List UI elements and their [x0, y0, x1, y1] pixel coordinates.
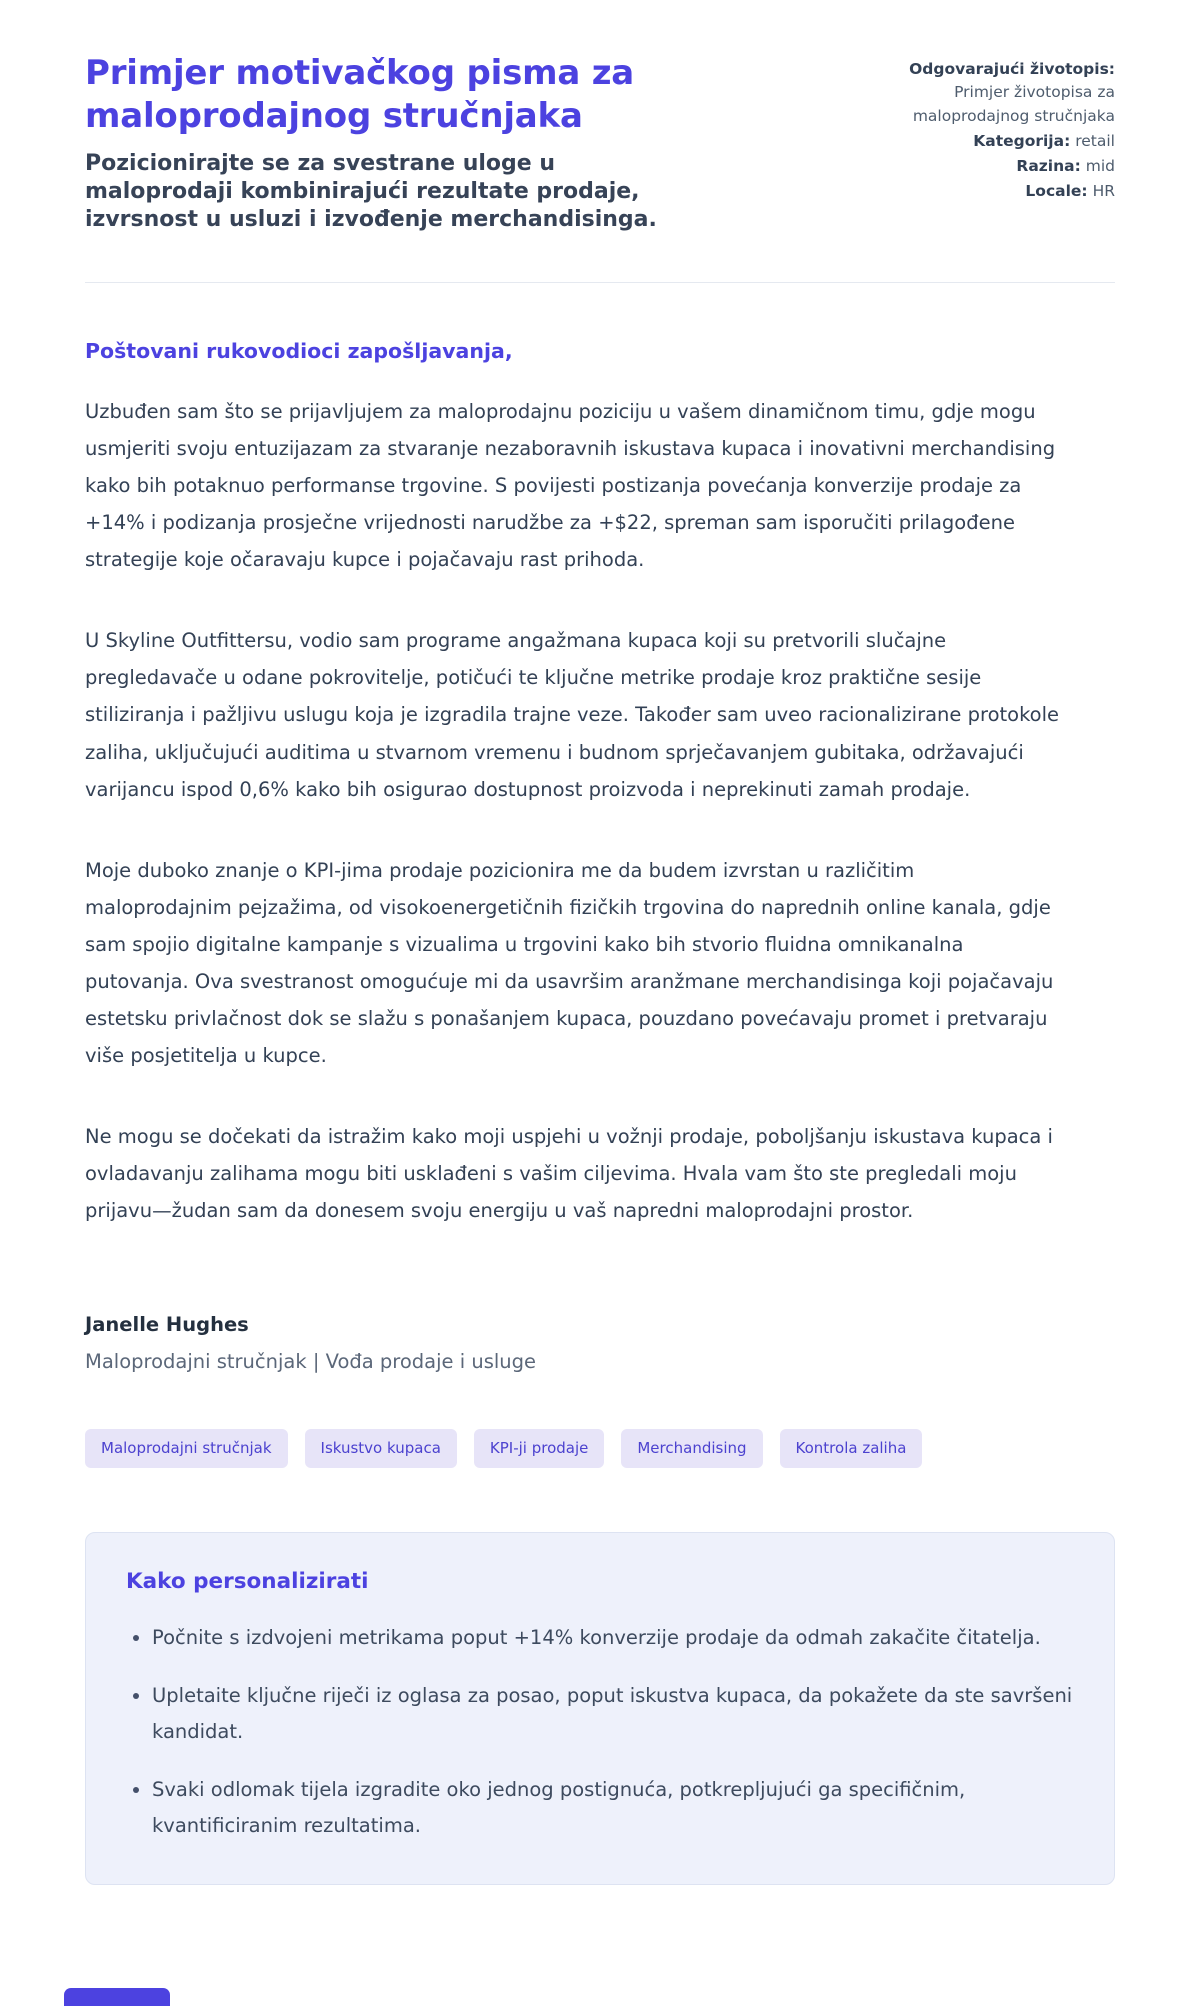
meta-category-value: retail — [1075, 131, 1115, 150]
tag-chip-merchandising: Merchandising — [621, 1429, 762, 1468]
tag-chip-inventory-control: Kontrola zaliha — [780, 1429, 923, 1468]
tips-title: Kako personalizirati — [126, 1569, 369, 1595]
meta-locale-value: HR — [1092, 182, 1115, 201]
tip-item-1: • Počnite s izdvojeni metrikama poput +14% konverzije prodaje da odmah zakačite čitatelja. — [152, 1620, 1074, 1656]
letter-greeting: Poštovani rukovodioci zapošljavanja, — [85, 339, 513, 364]
tip-item-2: • Upletaite ključne riječi iz oglasa za posao, poput iskustva kupaca, da pokažete da ste savršeni kandidat. — [152, 1678, 1074, 1750]
letter-body — [85, 339, 1065, 1373]
header-title-block — [85, 52, 705, 234]
page-title: Primjer motivačkog pisma za maloprodajnog stručnjaka — [85, 53, 635, 136]
page-subtitle: Pozicionirajte se za svestrane uloge u maloprodaji kombinirajući rezultate prodaje, izvrsnost u usluzi i izvođenje merchandisinga. — [85, 150, 657, 232]
signature-name: Janelle Hughes — [85, 1313, 249, 1337]
meta-matching-resume-label: Odgovarajući životopis: — [909, 60, 1115, 78]
letter-paragraph-4: Ne mogu se dočekati da istražim kako moji uspjehi u vožnji prodaje, poboljšanju iskustava kupaca i ovladavanju zalihama mogu biti usklađeni s vašim ciljevima. Hvala vam što ste pregledali moju prijavu—žudan sam da donesem svoju energiju u vaš napredni maloprodajni prostor. — [85, 1124, 1053, 1222]
meta-locale-label: Locale: — [1025, 182, 1088, 201]
meta-level-label: Razina: — [1016, 157, 1081, 175]
tips-box — [85, 1532, 1115, 1885]
meta-level-value: mid — [1085, 157, 1115, 175]
letter-paragraph-2: U Skyline Outfittersu, vodio sam programe angažmana kupaca koji su pretvorili slučajne pregledavače u odane pokrovitelje, potičući te ključne metrike prodaje kroz praktične sesije stiliziranja i pažljivu uslugu koja je izgradila trajne veze. Također sam uveo racionalizirane protokole zaliha, uključujući auditima u stvarnom vremenu i budnom sprječavanjem gubitaka, održavajući varijancu ispod 0,6% kako bih osigurao dostupnost proizvoda i neprekinuti zamah prodaje. — [85, 629, 1060, 801]
letter-paragraph-3: Moje duboko znanje o KPI-jima prodaje pozicionira me da budem izvrstan u različitim maloprodajnim pejzažima, od visokoenergetičnih fizičkih trgovina do naprednih online kanala, gdje sam spojio digitalne kampanje s vizualima u trgovini kako bih stvorio fluidna omnikanalna putovanja. Ova svestranost omogućuje mi da usavršim aranžmane merchandisinga koji pojačavaju estetsku privlačnost dok se slažu s ponašanjem kupaca, pouzdano povećavaju promet i pretvaraju više posjetitelja u kupce. — [85, 858, 1054, 1067]
bottom-cutoff-button[interactable] — [64, 1988, 170, 2006]
meta-category — [863, 130, 1115, 153]
tag-list — [85, 1429, 1115, 1468]
meta-block — [863, 52, 1115, 204]
tag-chip-sales-kpis: KPI-ji prodaje — [474, 1429, 604, 1468]
tag-chip-customer-experience: Iskustvo kupaca — [305, 1429, 457, 1468]
tips-list — [126, 1620, 1074, 1844]
meta-locale — [863, 180, 1115, 203]
header-divider — [85, 282, 1115, 283]
tag-chip-retail-specialist: Maloprodajni stručnjak — [85, 1429, 288, 1468]
meta-matching-resume-value: Primjer životopisa za maloprodajnog stručnjaka — [912, 83, 1115, 125]
meta-category-label: Kategorija: — [973, 131, 1071, 150]
meta-matching-resume — [863, 58, 1115, 128]
meta-level — [863, 155, 1115, 178]
signature-role: Maloprodajni stručnjak | Vođa prodaje i usluge — [85, 1350, 537, 1374]
page-header — [85, 52, 1115, 234]
tip-item-3: • Svaki odlomak tijela izgradite oko jednog postignuća, potkrepljujući ga specifičnim, kvantificiranim rezultatima. — [152, 1772, 1074, 1844]
letter-paragraph-1: Uzbuđen sam što se prijavljujem za maloprodajnu poziciju u vašem dinamičnom timu, gdje mogu usmjeriti svoju entuzijazam za stvaranje nezaboravnih iskustava kupaca i inovativni merchandising kako bih potaknuo performanse trgovine. S povijesti postizanja povećanja konverzije prodaje za +14% i podizanja prosječne vrijednosti narudžbe za +$22, spreman sam isporučiti prilagođene strategije koje očaravaju kupce i pojačavaju rast prihoda. — [85, 400, 1056, 572]
